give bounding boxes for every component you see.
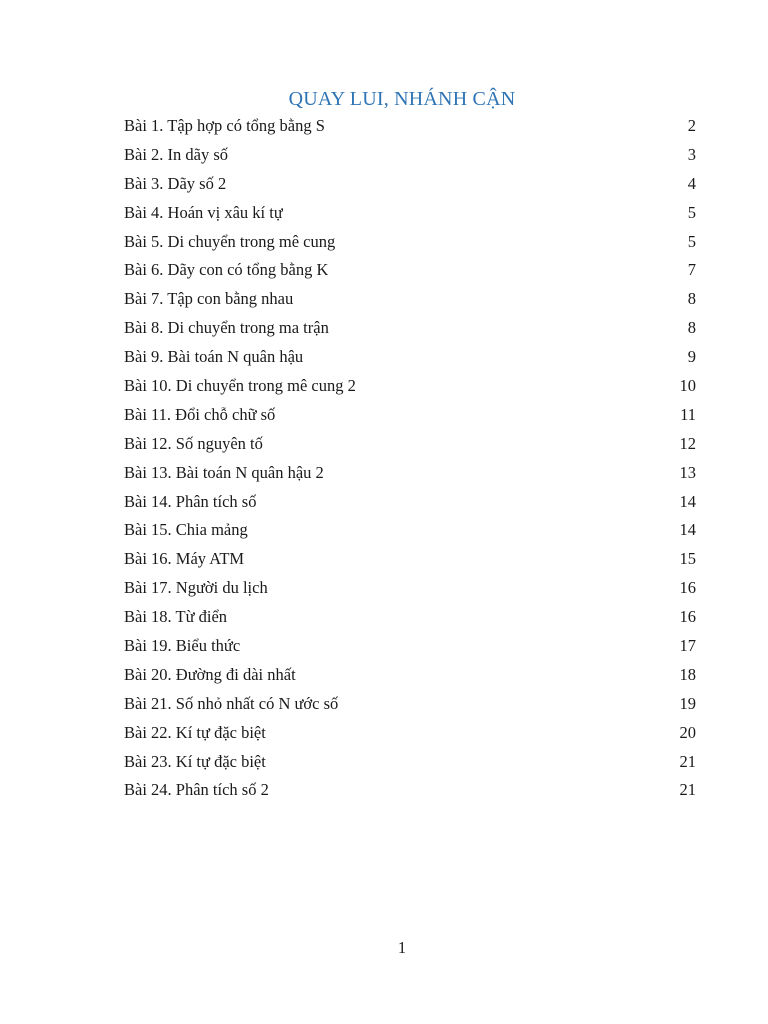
toc-entry-title: Bài 1. Tập hợp có tổng bằng S [124, 116, 325, 135]
toc-entry-page: 5 [687, 231, 696, 251]
toc-entry[interactable] [124, 314, 696, 343]
toc-entry-page: 21 [679, 751, 696, 771]
table-of-contents [124, 112, 696, 805]
toc-entry[interactable] [124, 285, 696, 314]
toc-entry-page: 8 [687, 318, 696, 338]
toc-entry-title: Bài 12. Số nguyên tố [124, 433, 263, 453]
toc-entry[interactable] [124, 372, 696, 401]
toc-entry-page: 21 [679, 780, 696, 800]
page-number: 1 [397, 938, 407, 957]
toc-entry-page: 14 [679, 491, 696, 511]
toc-entry-title: Bài 11. Đổi chỗ chữ số [124, 404, 276, 424]
toc-entry[interactable] [124, 170, 696, 199]
toc-entry-page: 2 [687, 116, 696, 135]
toc-entry-title: Bài 19. Biểu thức [124, 636, 241, 656]
toc-entry[interactable] [124, 199, 696, 228]
toc-entry-page: 18 [679, 664, 696, 684]
toc-entry[interactable] [124, 459, 696, 488]
toc-entry[interactable] [124, 112, 696, 141]
toc-entry[interactable] [124, 545, 696, 574]
toc-entry-title: Bài 10. Di chuyển trong mê cung 2 [124, 376, 356, 396]
toc-entry-title: Bài 14. Phân tích số [124, 491, 257, 511]
toc-entry-title: Bài 9. Bài toán N quân hậu [124, 347, 304, 367]
toc-entry[interactable] [124, 719, 696, 748]
toc-title: QUAY LUI, NHÁNH CẬN [288, 88, 516, 110]
toc-entry-page: 16 [679, 607, 696, 627]
toc-entry[interactable] [124, 488, 696, 517]
toc-entry-title: Bài 3. Dãy số 2 [124, 173, 227, 193]
toc-entry-title: Bài 8. Di chuyển trong ma trận [124, 318, 329, 338]
toc-entry-page: 7 [687, 260, 696, 280]
toc-entry-title: Bài 15. Chia mảng [124, 520, 248, 540]
toc-entry-page: 15 [679, 549, 696, 569]
toc-entry[interactable] [124, 603, 696, 632]
toc-entry-title: Bài 13. Bài toán N quân hậu 2 [124, 462, 324, 482]
toc-entry[interactable] [124, 690, 696, 719]
toc-entry-title: Bài 16. Máy ATM [124, 549, 245, 569]
toc-entry-page: 12 [679, 433, 696, 453]
toc-entry-title: Bài 24. Phân tích số 2 [124, 780, 269, 800]
toc-entry-title: Bài 18. Từ điển [124, 607, 228, 627]
toc-entry[interactable] [124, 430, 696, 459]
toc-entry[interactable] [124, 516, 696, 545]
toc-entry[interactable] [124, 632, 696, 661]
toc-entry[interactable] [124, 228, 696, 257]
toc-entry[interactable] [124, 401, 696, 430]
toc-entry-page: 11 [680, 404, 696, 424]
toc-entry-page: 14 [679, 520, 696, 540]
toc-entry-page: 4 [687, 173, 696, 193]
toc-entry-title: Bài 17. Người du lịch [124, 578, 268, 598]
toc-entry-page: 13 [679, 462, 696, 482]
toc-entry-title: Bài 7. Tập con bằng nhau [124, 289, 294, 309]
toc-entry[interactable] [124, 661, 696, 690]
toc-entry-page: 19 [679, 693, 696, 713]
toc-entry-page: 3 [687, 144, 696, 164]
toc-entry[interactable] [124, 776, 696, 805]
toc-entry[interactable] [124, 256, 696, 285]
toc-entry[interactable] [124, 574, 696, 603]
toc-entry-page: 17 [679, 636, 696, 656]
toc-entry-title: Bài 5. Di chuyển trong mê cung [124, 231, 336, 251]
toc-entry-title: Bài 6. Dãy con có tổng bằng K [124, 260, 329, 280]
toc-entry-page: 8 [687, 289, 696, 309]
toc-entry-title: Bài 23. Kí tự đặc biệt [124, 751, 266, 771]
toc-entry-title: Bài 2. In dãy số [124, 144, 229, 164]
toc-entry-page: 5 [687, 202, 696, 222]
toc-entry-title: Bài 21. Số nhỏ nhất có N ước số [124, 693, 339, 713]
toc-entry-page: 10 [679, 376, 696, 396]
toc-entry-page: 16 [679, 578, 696, 598]
toc-entry-title: Bài 22. Kí tự đặc biệt [124, 722, 266, 742]
toc-entry-title: Bài 20. Đường đi dài nhất [124, 664, 296, 684]
toc-entry[interactable] [124, 343, 696, 372]
toc-entry-title: Bài 4. Hoán vị xâu kí tự [124, 202, 283, 222]
toc-entry[interactable] [124, 748, 696, 777]
toc-entry-page: 9 [687, 347, 696, 367]
toc-entry-page: 20 [679, 722, 696, 742]
toc-entry[interactable] [124, 141, 696, 170]
